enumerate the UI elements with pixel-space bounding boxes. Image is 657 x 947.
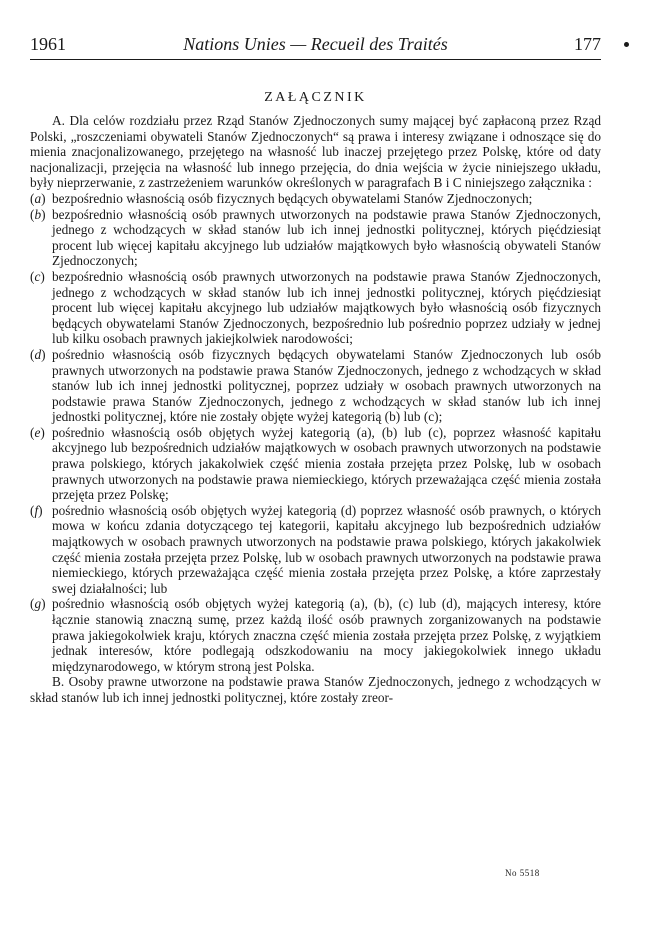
item-text: pośrednio własnością osób objętych wyżej kategorią (a), (b), (c) lub (d), mających interesy, które łącznie stanowią znaczną sumę, przez każdą ilość osób prawnych zorganizowanych na podstawie prawa jakiegokolwiek kraju, których znaczna część mienia została przejęta przez Polskę, z wyjątkiem jednak interesów, które podlegają odszkodowaniu na mocy jakiegokolwiek innego układu międzynarodowego, w którym stroną jest Polska. <box>52 596 601 674</box>
header-title: Nations Unies — Recueil des Traités <box>183 34 448 54</box>
list-item-a <box>30 191 601 207</box>
header-page-number: 177 <box>574 34 601 54</box>
item-marker: (a) <box>30 190 46 206</box>
item-text: pośrednio własnością osób objętych wyżej kategorią (d) poprzez własność osób prawnych, o których mowa w końcu zdania dotyczącego tej kategorii, kapitału akcyjnego lub bezpośrednich udziałów majątkowych w osobach prawnych utworzonych na podstawie prawa polskiego, których jakakolwiek część mienia została przejęta przez Polskę, lub w osobach prawnych utworzonych na podstawie prawa niemieckiego, których przeważająca część mienia została przejęta przez Polskę, a które zaprzestały swej działalności; lub <box>52 502 601 596</box>
list-item-g <box>30 596 601 674</box>
item-text: bezpośrednio własnością osób prawnych utworzonych na podstawie prawa Stanów Zjednoczonych, jednego z wchodzących w skład stanów lub ich innej jednostki politycznej, których pięćdziesiąt procent lub więcej kapitału akcyjnego lub udziałów majątkowych było własnością obywateli Stanów Zjednoczonych; <box>52 206 601 269</box>
document-body <box>30 113 601 706</box>
item-marker: (b) <box>30 206 46 222</box>
paragraph-b: B. Osoby prawne utworzone na podstawie prawa Stanów Zjednoczonych, jednego z wchodzących w skład stanów lub ich innej jednostki politycznej, które zostały zreor- <box>30 674 601 705</box>
item-text: pośrednio własnością osób objętych wyżej kategorią (a), (b) lub (c), poprzez własność kapitału akcyjnego lub bezpośrednich udziałów majątkowych w osobach prawnych utworzonych na podstawie prawa polskiego, których jakakolwiek część mienia została przejęta przez Polskę, lub w osobach prawnych utworzonych na podstawie prawa niemieckiego, których przeważająca część mienia została przejęta przez Polskę; <box>52 424 601 503</box>
list-item-e <box>30 425 601 503</box>
item-marker: (f) <box>30 502 43 518</box>
item-marker: (e) <box>30 424 45 440</box>
item-text: bezpośrednio własnością osób prawnych utworzonych na podstawie prawa Stanów Zjednoczonych, jednego z wchodzących w skład stanów lub ich innej jednostki politycznej, których pięćdziesiąt procent lub więcej kapitału akcyjnego lub udziałów majątkowych było własnością osób fizycznych będących obywatelami Stanów Zjednoczonych, bezpośrednio lub pośrednio poprzez udziały w jednej lub kilku osobach prawnych jakiejkolwiek narodowości; <box>52 268 601 347</box>
treaty-number: No 5518 <box>505 868 540 878</box>
item-text: pośrednio własnością osób fizycznych będących obywatelami Stanów Zjednoczonych lub osób prawnych utworzonych na podstawie prawa Stanów Zjednoczonych, jednego z wchodzących w skład stanów lub ich innej jednostki politycznej, poprzez udziały w osobach prawnych utworzonych na podstawie prawa Stanów Zjednoczonych, jednego z wchodzących w skład stanów lub ich innej jednostki politycznej, które nie zostały objęte wyżej kategorią (b) lub (c); <box>52 346 601 425</box>
header-rule <box>30 59 601 60</box>
item-text: bezpośrednio własnością osób fizycznych będących obywatelami Stanów Zjednoczonych; <box>52 190 533 206</box>
paragraph-a: A. Dla celów rozdziału przez Rząd Stanów Zjednoczonych sumy mającej być zapłaconą przez Rząd Polski, „roszczeniami obywateli Stanów Zjednoczonych“ są prawa i interesy związane i odnoszące się do mienia znacjonalizowanego, przejętego na własność lub inaczej przejętego przez Polskę, które od daty nacjonalizacji, przejęcia na własność lub innego przejęcia, do dnia wejścia w życie niniejszego układu, były nieprzerwanie, z zastrzeżeniem warunków określonych w paragrafach B i C niniejszego załącznika : <box>30 113 601 191</box>
list-item-c <box>30 269 601 347</box>
list-item-d <box>30 347 601 425</box>
header-year: 1961 <box>30 34 66 54</box>
list-item-b <box>30 207 601 269</box>
list-item-f <box>30 503 601 597</box>
item-marker: (d) <box>30 346 46 362</box>
item-marker: (g) <box>30 596 46 612</box>
running-header <box>30 34 601 56</box>
item-marker: (c) <box>30 268 45 284</box>
margin-dot <box>624 42 629 47</box>
section-heading: ZAŁĄCZNIK <box>264 90 367 105</box>
